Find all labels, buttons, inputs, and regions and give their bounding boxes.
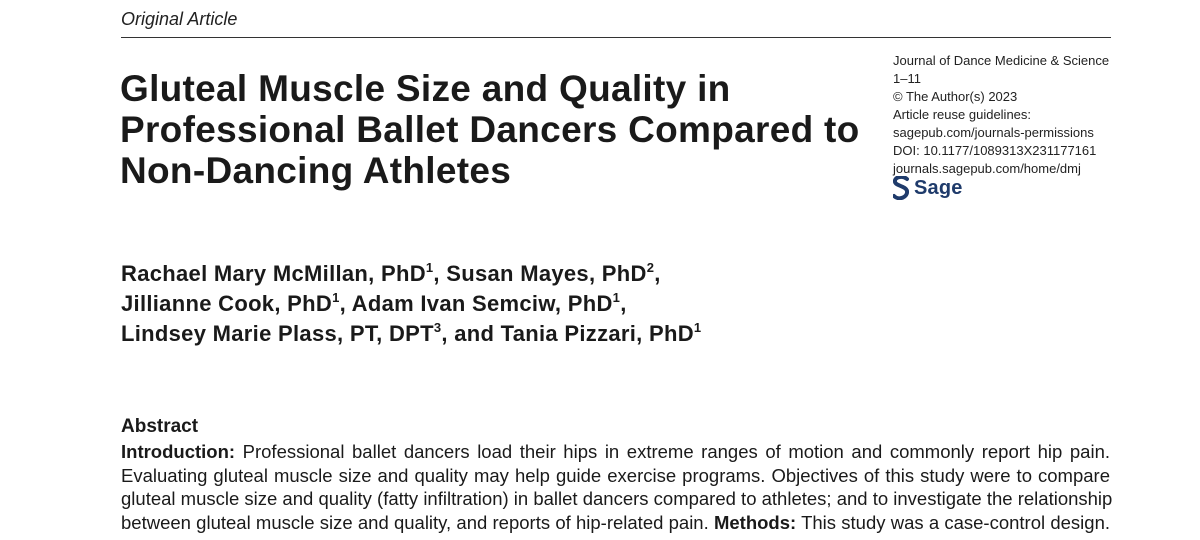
abstract-line: gluteal muscle size and quality (fatty infiltration) in ballet dancers compared to athletes; and to investigate the relationship <box>121 488 1113 509</box>
author-line: Lindsey Marie Plass, PT, DPT$^3$, and Tania Pizzari, PhD$^1$ <box>121 320 702 346</box>
abstract-heading: Abstract <box>121 416 199 437</box>
affiliation-marker: 2 <box>646 260 655 275</box>
abstract-body <box>121 440 1113 534</box>
abstract-line: between gluteal muscle size and quality, and reports of hip-related pain. Methods: This study was a case-control design. <box>121 511 1111 533</box>
title-line: Non-Dancing Athletes <box>120 150 512 191</box>
journal-name: Journal of Dance Medicine & Science <box>893 53 1110 68</box>
affiliation-marker: 1 <box>332 290 340 305</box>
author-name: Tania Pizzari, PhD <box>500 321 694 346</box>
publisher-name: Sage <box>914 176 963 199</box>
author-line: Rachael Mary McMillan, PhD$^1$, Susan Mayes, PhD$^2$, <box>121 260 661 286</box>
header-rule <box>121 37 1111 38</box>
author-name: Lindsey Marie Plass, PT, DPT <box>121 321 434 346</box>
abstract-line: Introduction: Professional ballet dancers load their hips in extreme ranges of motion and commonly report hip pain. <box>121 441 1110 462</box>
section-label: Introduction: <box>121 441 236 462</box>
author-name: Adam Ivan Semciw, PhD <box>351 291 613 316</box>
affiliation-marker: 1 <box>612 290 621 305</box>
affiliation-marker: 1 <box>425 260 434 275</box>
section-label: Methods: <box>713 511 797 533</box>
reuse-guidelines: Article reuse guidelines: <box>893 107 1032 122</box>
journal-homepage-link[interactable]: journals.sagepub.com/home/dmj <box>893 161 1081 176</box>
journal-metadata <box>893 52 1123 178</box>
copyright: © The Author(s) 2023 <box>893 89 1018 104</box>
sage-logo-icon <box>893 176 909 200</box>
affiliation-marker: 1 <box>693 320 702 335</box>
permissions-link[interactable]: sagepub.com/journals-permissions <box>893 125 1094 140</box>
publisher-logo <box>893 175 963 201</box>
author-name: Jillianne Cook, PhD <box>121 291 333 316</box>
page-range: 1–11 <box>893 71 921 86</box>
abstract-line: Evaluating gluteal muscle size and quality may help guide exercise programs. Objectives of this study were to compare <box>121 464 1110 486</box>
author-line: Jillianne Cook, PhD$^1$, Adam Ivan Semciw, PhD$^1$, <box>121 290 627 316</box>
title-line: Professional Ballet Dancers Compared to <box>120 109 860 150</box>
author-name: Rachael Mary McMillan, PhD <box>121 261 426 286</box>
article-type: Original Article <box>121 9 238 29</box>
article-title <box>120 68 860 191</box>
author-name: Susan Mayes, PhD <box>446 261 647 286</box>
author-list <box>121 259 881 349</box>
doi[interactable]: DOI: 10.1177/1089313X231177161 <box>893 143 1097 158</box>
affiliation-marker: 3 <box>433 320 442 335</box>
title-line: Gluteal Muscle Size and Quality in <box>120 68 731 109</box>
